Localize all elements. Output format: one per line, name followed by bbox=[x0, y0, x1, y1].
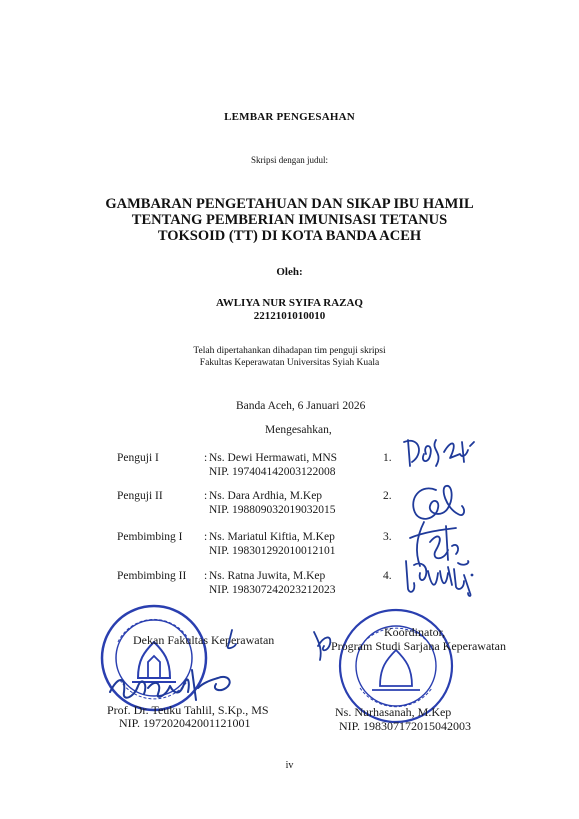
examiner-number: 4. bbox=[383, 570, 392, 582]
dean-nip: NIP. 197202042001121001 bbox=[119, 716, 251, 730]
coordinator-nip: NIP. 198307172015042003 bbox=[339, 719, 472, 733]
author-block bbox=[0, 297, 579, 323]
thesis-title-line-1: GAMBARAN PENGETAHUAN DAN SIKAP IBU HAMIL bbox=[105, 196, 474, 212]
examiner-row bbox=[117, 490, 417, 526]
author-nim: 2212101010010 bbox=[253, 310, 326, 322]
defense-statement bbox=[0, 346, 579, 369]
page-title: LEMBAR PENGESAHAN bbox=[224, 111, 355, 123]
coordinator-initial-mark bbox=[310, 626, 340, 664]
thesis-title-line-3: TOKSOID (TT) DI KOTA BANDA ACEH bbox=[157, 228, 422, 244]
coordinator-title-line-2: Program Studi Sarjana Keperawatan bbox=[331, 639, 506, 653]
page-number: iv bbox=[285, 760, 294, 771]
examiner-name: Ns. Ratna Juwita, M.Kep bbox=[209, 570, 326, 582]
examiner-number: 1. bbox=[383, 452, 392, 464]
examiner-role: Penguji II bbox=[117, 490, 163, 502]
examiner-nip: NIP. 198307242023212023 bbox=[209, 584, 336, 596]
examiner-colon: : bbox=[204, 452, 208, 464]
signature-dean bbox=[104, 662, 244, 708]
examiner-nip: NIP. 197404142003122008 bbox=[209, 466, 336, 478]
examiner-colon: : bbox=[204, 570, 208, 582]
coordinator-name: Ns. Nurhasanah, M.Kep bbox=[335, 705, 452, 719]
examiner-colon: : bbox=[204, 531, 208, 543]
examiner-number: 2. bbox=[383, 490, 392, 502]
dean-initial-mark bbox=[222, 628, 240, 650]
thesis-title bbox=[100, 196, 479, 244]
examiner-nip: NIP. 198809032019032015 bbox=[209, 504, 336, 516]
examiner-role: Penguji I bbox=[117, 452, 159, 464]
examiner-row bbox=[117, 531, 417, 567]
subtitle: Skripsi dengan judul: bbox=[251, 155, 328, 165]
dean-title: Dekan Fakultas Keperawatan bbox=[133, 633, 275, 647]
examiner-role: Pembimbing II bbox=[117, 570, 187, 582]
dean-name: Prof. Dr. Teuku Tahlil, S.Kp., MS bbox=[107, 703, 269, 717]
examiner-name: Ns. Mariatul Kiftia, M.Kep bbox=[209, 531, 335, 543]
examiner-name: Ns. Dara Ardhia, M.Kep bbox=[209, 490, 323, 502]
examiner-row bbox=[117, 452, 417, 488]
defense-line-1: Telah dipertahankan dihadapan tim penguji skripsi bbox=[193, 346, 386, 356]
thesis-title-line-2: TENTANG PEMBERIAN IMUNISASI TETANUS bbox=[131, 212, 448, 228]
examiner-name: Ns. Dewi Hermawati, MNS bbox=[209, 452, 338, 464]
coordinator-title-line-1: Koordinator, bbox=[384, 625, 446, 639]
signature-examiner-4 bbox=[398, 553, 478, 601]
author-name: AWLIYA NUR SYIFA RAZAQ bbox=[215, 297, 363, 309]
examiner-colon: : bbox=[204, 490, 208, 502]
place-date: Banda Aceh, 6 Januari 2026 bbox=[236, 400, 366, 412]
examiner-number: 3. bbox=[383, 531, 392, 543]
by-label: Oleh: bbox=[276, 266, 303, 278]
examiner-nip: NIP. 198301292010012101 bbox=[209, 545, 336, 557]
signature-examiner-1 bbox=[400, 432, 480, 474]
approved-label: Mengesahkan, bbox=[265, 424, 332, 436]
defense-line-2: Fakultas Keperawatan Universitas Syiah Kuala bbox=[199, 357, 380, 368]
examiner-role: Pembimbing I bbox=[117, 531, 183, 543]
examiner-row bbox=[117, 570, 417, 606]
